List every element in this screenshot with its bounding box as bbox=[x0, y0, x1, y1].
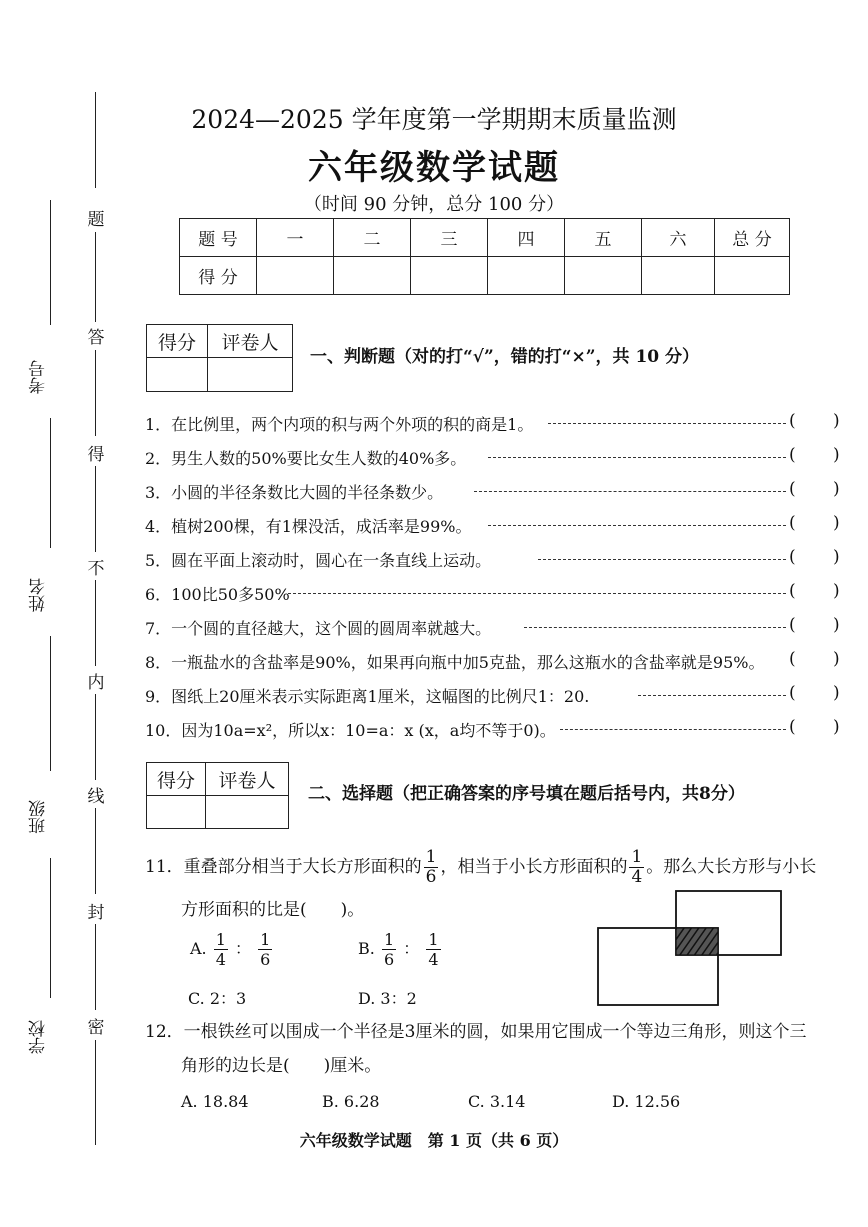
answer-bracket[interactable]: ( ) bbox=[789, 479, 840, 499]
seal-char: 不 bbox=[87, 559, 105, 579]
seal-line bbox=[95, 694, 96, 780]
option-a[interactable]: A. 18.84 bbox=[181, 1092, 249, 1111]
fill-line bbox=[50, 200, 51, 325]
score-header-cell: 题 号 bbox=[180, 219, 257, 257]
score-input-cell[interactable] bbox=[334, 257, 411, 295]
leader-line bbox=[474, 491, 786, 492]
judgement-item: 2．男生人数的50%要比女生人数的40%多。 bbox=[145, 449, 467, 468]
judgement-item: 5．圆在平面上滚动时，圆心在一条直线上运动。 bbox=[145, 551, 492, 570]
leader-line bbox=[538, 559, 786, 560]
grader-box bbox=[146, 324, 293, 392]
leader-line bbox=[488, 525, 786, 526]
label-exam-number: 考号 bbox=[29, 360, 49, 394]
option-d[interactable]: D. 12.56 bbox=[612, 1092, 681, 1111]
score-input-cell[interactable] bbox=[642, 257, 715, 295]
grader-name-label: 评卷人 bbox=[208, 325, 293, 358]
answer-bracket[interactable]: ( ) bbox=[789, 513, 840, 533]
section1-title: 一、判断题（对的打“√”，错的打“×”，共 10 分） bbox=[310, 347, 700, 367]
judgement-item: 9．图纸上20厘米表示实际距离1厘米，这幅图的比例尺1：20. bbox=[145, 687, 590, 706]
grader-name-label: 评卷人 bbox=[206, 763, 289, 796]
score-input-cell[interactable] bbox=[565, 257, 642, 295]
judgement-item: 8．一瓶盐水的含盐率是90%，如果再向瓶中加5克盐，那么这瓶水的含盐率就是95%。 bbox=[145, 653, 765, 672]
score-input-cell[interactable] bbox=[715, 257, 790, 295]
seal-line bbox=[95, 232, 96, 322]
answer-bracket[interactable]: ( ) bbox=[789, 547, 840, 567]
score-table bbox=[179, 218, 790, 295]
section2-title: 二、选择题（把正确答案的序号填在题后括号内，共8分） bbox=[308, 784, 745, 804]
judgement-item: 1．在比例里，两个内项的积与两个外项的积的商是1。 bbox=[145, 415, 534, 434]
label-class: 班级 bbox=[29, 800, 49, 834]
seal-line bbox=[95, 580, 96, 666]
score-input-cell[interactable] bbox=[488, 257, 565, 295]
judgement-item: 3．小圆的半径条数比大圆的半径条数少。 bbox=[145, 483, 444, 502]
exam-subtitle: （时间 90 分钟，总分 100 分） bbox=[303, 194, 565, 215]
score-header-cell: 一 bbox=[257, 219, 334, 257]
score-header-cell: 总 分 bbox=[715, 219, 790, 257]
option-c[interactable]: C. 2：3 bbox=[188, 989, 247, 1008]
seal-char: 线 bbox=[87, 787, 105, 807]
answer-bracket[interactable]: ( ) bbox=[789, 445, 840, 465]
question-11-line1: 11．重叠部分相当于大长方形面积的 $\frac{1}{6}$ ，相当于小长方形面积的 $\frac{1}{4}$ 。那么大长方形与小长 bbox=[145, 847, 817, 887]
seal-line bbox=[95, 466, 96, 552]
fraction: $\frac{1}{6}$ bbox=[425, 847, 437, 887]
judgement-item: 6．100比50多50% bbox=[145, 585, 290, 604]
fraction: $\frac{1}{4}$ bbox=[631, 847, 643, 887]
score-table-score-row bbox=[180, 257, 790, 295]
label-name: 姓名 bbox=[29, 578, 49, 612]
page-footer: 六年级数学试题 第 1 页（共 6 页） bbox=[299, 1131, 569, 1150]
answer-bracket[interactable]: ( ) bbox=[789, 683, 840, 703]
score-input-cell[interactable] bbox=[411, 257, 488, 295]
judgement-item: 10．因为10a=x²，所以x：10=a：x (x，a均不等于0)。 bbox=[145, 721, 556, 740]
leader-line bbox=[488, 457, 786, 458]
seal-line bbox=[95, 924, 96, 1010]
seal-char: 得 bbox=[87, 445, 105, 465]
leader-line bbox=[560, 729, 786, 730]
grader-score-cell[interactable] bbox=[147, 358, 208, 392]
question-12-line2: 角形的边长是( )厘米。 bbox=[181, 1056, 382, 1076]
question-12-line1: 12．一根铁丝可以围成一个半径是3厘米的圆，如果用它围成一个等边三角形，则这个三 bbox=[145, 1022, 807, 1042]
score-header-cell: 五 bbox=[565, 219, 642, 257]
option-c[interactable]: C. 3.14 bbox=[468, 1092, 526, 1111]
option-a[interactable]: A. $\frac{1}{4}$ ： $\frac{1}{6}$ bbox=[190, 930, 271, 969]
leader-line bbox=[638, 695, 786, 696]
answer-bracket[interactable]: ( ) bbox=[789, 615, 840, 635]
answer-bracket[interactable]: ( ) bbox=[789, 411, 840, 431]
seal-char: 内 bbox=[87, 673, 105, 693]
judgement-item: 4．植树200棵，有1棵没活，成活率是99%。 bbox=[145, 517, 472, 536]
score-table-header-row bbox=[180, 219, 790, 257]
seal-char: 答 bbox=[87, 328, 105, 348]
grader-name-cell[interactable] bbox=[208, 358, 293, 392]
answer-bracket[interactable]: ( ) bbox=[789, 649, 840, 669]
score-header-cell: 六 bbox=[642, 219, 715, 257]
exam-period-title: 2024—2025 学年度第一学期期末质量监测 bbox=[191, 105, 677, 134]
score-row-label: 得 分 bbox=[180, 257, 257, 295]
option-b[interactable]: B. 6.28 bbox=[322, 1092, 380, 1111]
grader-name-cell[interactable] bbox=[206, 796, 289, 829]
fill-line bbox=[50, 636, 51, 771]
fill-line bbox=[50, 858, 51, 998]
answer-bracket[interactable]: ( ) bbox=[789, 581, 840, 601]
answer-bracket[interactable]: ( ) bbox=[789, 717, 840, 737]
score-header-cell: 二 bbox=[334, 219, 411, 257]
overlap-region bbox=[676, 928, 718, 955]
exam-title: 六年级数学试题 bbox=[308, 148, 560, 188]
leader-line bbox=[288, 593, 786, 594]
grader-score-label: 得分 bbox=[147, 325, 208, 358]
seal-char: 封 bbox=[87, 903, 105, 923]
score-header-cell: 三 bbox=[411, 219, 488, 257]
seal-char: 密 bbox=[87, 1018, 105, 1038]
grader-score-label: 得分 bbox=[147, 763, 206, 796]
option-b[interactable]: B. $\frac{1}{6}$ ： $\frac{1}{4}$ bbox=[358, 930, 439, 969]
score-header-cell: 四 bbox=[488, 219, 565, 257]
overlap-rectangles-figure bbox=[594, 888, 786, 1008]
judgement-item: 7．一个圆的直径越大，这个圆的圆周率就越大。 bbox=[145, 619, 492, 638]
leader-line bbox=[548, 423, 786, 424]
label-school: 学校 bbox=[29, 1020, 49, 1054]
grader-box bbox=[146, 762, 289, 829]
option-d[interactable]: D. 3：2 bbox=[358, 989, 417, 1008]
leader-line bbox=[524, 627, 786, 628]
seal-char: 题 bbox=[87, 210, 105, 230]
grader-score-cell[interactable] bbox=[147, 796, 206, 829]
fill-line bbox=[50, 418, 51, 548]
seal-line bbox=[95, 350, 96, 436]
score-input-cell[interactable] bbox=[257, 257, 334, 295]
question-11-line2: 方形面积的比是( )。 bbox=[181, 900, 365, 920]
seal-line bbox=[95, 808, 96, 894]
